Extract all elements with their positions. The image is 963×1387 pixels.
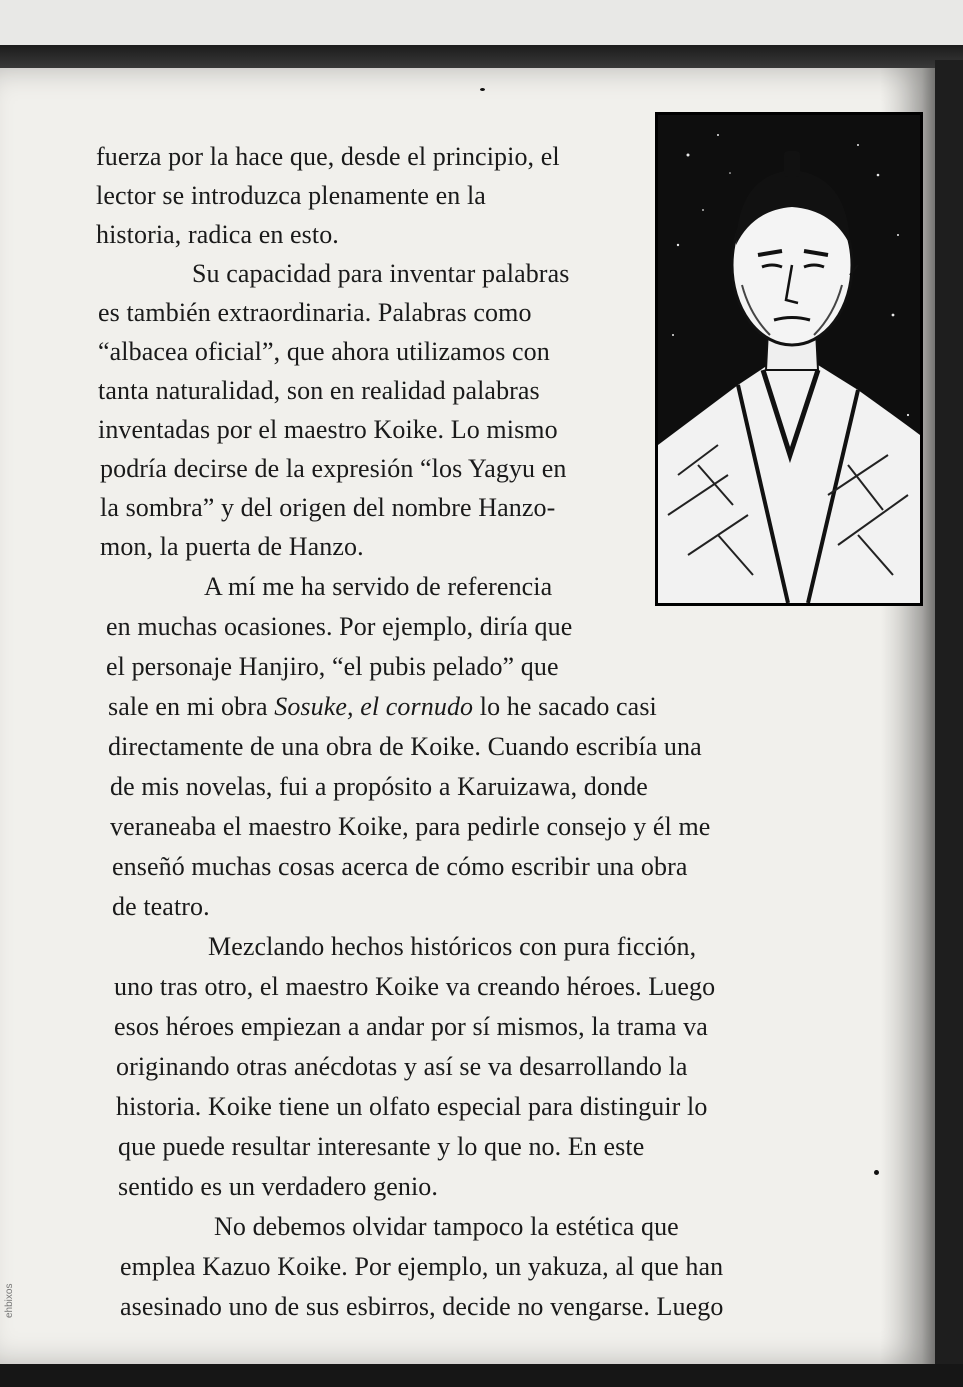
side-watermark: ehbixos [4, 1283, 15, 1318]
text-line: el personaje Hanjiro, “el pubis pelado” que [106, 652, 559, 681]
text-line: historia, radica en esto. [96, 220, 339, 249]
text-line: esos héroes empiezan a andar por sí mismos, la trama va [114, 1012, 708, 1041]
text-line: fuerza por la hace que, desde el principio, el [96, 142, 560, 171]
text-line: A mí me ha servido de referencia [204, 572, 553, 601]
text-line: lector se introduzca plenamente en la [96, 181, 486, 210]
text-line: Mezclando hechos históricos con pura ficción, [208, 932, 697, 961]
text-line: la sombra” y del origen del nombre Hanzo- [100, 493, 556, 522]
text-line: enseñó muchas cosas acerca de cómo escribir una obra [112, 852, 688, 881]
text-line: originando otras anécdotas y así se va desarrollando la [116, 1052, 688, 1081]
text-line: inventadas por el maestro Koike. Lo mismo [98, 415, 558, 444]
text-line: podría decirse de la expresión “los Yagyu en [100, 454, 567, 483]
scan-right-border [935, 60, 963, 1370]
text-line: que puede resultar interesante y lo que no. En este [118, 1132, 645, 1161]
text-line: “albacea oficial”, que ahora utilizamos con [98, 337, 550, 366]
text-line: sentido es un verdadero genio. [118, 1172, 438, 1201]
text-line: directamente de una obra de Koike. Cuando escribía una [108, 732, 702, 761]
text-line: emplea Kazuo Koike. Por ejemplo, un yakuza, al que han [120, 1252, 724, 1281]
text-line: asesinado uno de sus esbirros, decide no vengarse. Luego [120, 1292, 724, 1321]
text-line: tanta naturalidad, son en realidad palabras [98, 376, 540, 405]
text-line-with-italic [108, 692, 657, 722]
text-line: No debemos olvidar tampoco la estética que [214, 1212, 679, 1241]
text-line: de mis novelas, fui a propósito a Karuizawa, donde [110, 772, 648, 801]
text-run: lo he sacado casi [473, 692, 657, 721]
text-run: sale en mi obra [108, 692, 275, 721]
text-line: historia. Koike tiene un olfato especial para distinguir lo [116, 1092, 708, 1121]
text-line: uno tras otro, el maestro Koike va creando héroes. Luego [114, 972, 716, 1001]
book-title-italic: Sosuke, el cornudo [274, 692, 474, 721]
ink-speck [874, 1170, 879, 1175]
scan-bottom-border [0, 1364, 963, 1387]
text-line: en muchas ocasiones. Por ejemplo, diría que [106, 612, 573, 641]
text-line: veraneaba el maestro Koike, para pedirle consejo y él me [110, 812, 711, 841]
text-line: de teatro. [112, 892, 210, 921]
text-line: mon, la puerta de Hanzo. [100, 532, 364, 561]
text-line: Su capacidad para inventar palabras [192, 259, 570, 288]
text-line: es también extraordinaria. Palabras como [98, 298, 532, 327]
ink-speck [480, 88, 485, 91]
